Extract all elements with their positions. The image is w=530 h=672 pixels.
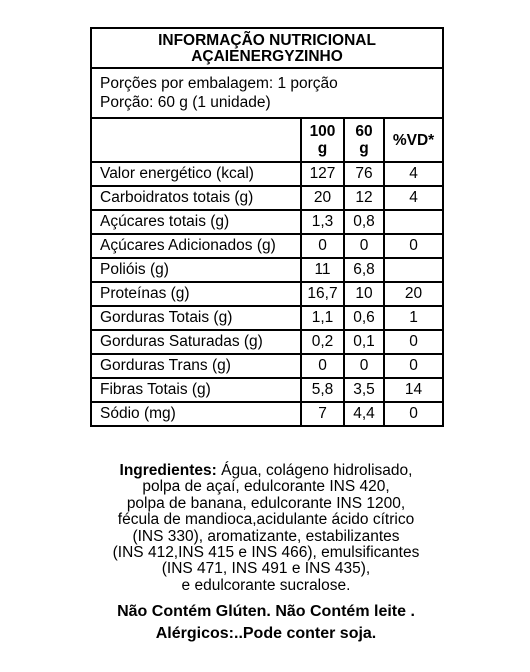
value-per-60g: 12 [344,186,384,210]
value-per-60g: 76 [344,162,384,186]
column-header-60g [344,118,384,162]
ingredients-line: (INS 330), aromatizante, estabilizantes [132,527,400,545]
nutrient-row [91,306,443,330]
nutrient-row [91,354,443,378]
nutrient-name: Açúcares totais (g) [91,210,301,234]
ingredients-block [80,463,452,594]
value-per-100g: 16,7 [301,282,344,306]
value-per-60g: 4,4 [344,402,384,426]
value-per-100g: 127 [301,162,344,186]
value-per-100g: 1,1 [301,306,344,330]
daily-value-percent: 1 [384,306,443,330]
serving-size: Porção: 60 g (1 unidade) [100,94,271,111]
nutrient-row [91,402,443,426]
daily-value-percent: 20 [384,282,443,306]
daily-value-percent: 4 [384,186,443,210]
nutrient-row [91,330,443,354]
value-per-60g: 0 [344,234,384,258]
warnings-block [60,601,472,645]
value-per-100g: 1,3 [301,210,344,234]
ingredients-text-start: Água, colágeno hidrolisado, [216,462,413,479]
value-per-60g: 0 [344,354,384,378]
nutrient-name: Açúcares Adicionados (g) [91,234,301,258]
table-header [91,28,443,68]
value-per-60g: 6,8 [344,258,384,282]
daily-value-percent: 0 [384,234,443,258]
label-title: INFORMAÇÃO NUTRICIONAL [158,32,376,49]
nutrient-row [91,282,443,306]
ingredients-line: (INS 412,INS 415 e INS 466), emulsificantes [112,544,420,562]
value-per-60g: 3,5 [344,378,384,402]
nutrient-name: Proteínas (g) [91,282,301,306]
nutrient-row [91,258,443,282]
daily-value-percent: 0 [384,354,443,378]
nutrient-name: Sódio (mg) [91,402,301,426]
daily-value-percent [384,258,443,282]
ingredients-line: polpa de banana, edulcorante INS 1200, [126,494,406,512]
product-name: AÇAIENERGYZINHO [191,48,343,65]
portion-info [91,68,443,118]
nutrient-name: Carboidratos totais (g) [91,186,301,210]
column-header-100g-amount: 100 [309,123,336,140]
column-header-vd: %VD* [384,118,443,162]
ingredients-line: fécula de mandioca,acidulante ácido cítrico [117,511,415,529]
value-per-100g: 5,8 [301,378,344,402]
ingredients-first-line [80,463,452,479]
nutrition-table [90,27,444,427]
nutrient-name: Gorduras Saturadas (g) [91,330,301,354]
column-header-100g-unit: g [317,140,328,157]
servings-per-package: Porções por embalagem: 1 porção [100,75,338,92]
value-per-100g: 20 [301,186,344,210]
nutrient-name: Valor energético (kcal) [91,162,301,186]
value-per-100g: 11 [301,258,344,282]
nutrient-row [91,186,443,210]
value-per-100g: 7 [301,402,344,426]
column-header-60g-amount: 60 [355,123,373,140]
daily-value-percent [384,210,443,234]
value-per-100g: 0,2 [301,330,344,354]
ingredients-label: Ingredientes: [119,462,217,479]
gluten-lactose-warning: Não Contém Glúten. Não Contém leite . [117,603,415,620]
nutrient-row [91,378,443,402]
nutrient-row [91,210,443,234]
ingredients-line: e edulcorante sucralose. [181,576,351,594]
nutrient-name: Polióis (g) [91,258,301,282]
value-per-60g: 10 [344,282,384,306]
column-header-60g-unit: g [359,140,369,157]
daily-value-percent: 0 [384,402,443,426]
ingredients-line: (INS 471, INS 491 e INS 435), [161,560,371,578]
nutrient-name: Gorduras Trans (g) [91,354,301,378]
nutrition-label [90,27,442,427]
nutrient-name: Gorduras Totais (g) [91,306,301,330]
column-header-blank [91,118,301,162]
value-per-100g: 0 [301,234,344,258]
nutrient-row [91,234,443,258]
daily-value-percent: 14 [384,378,443,402]
column-header-100g [301,118,344,162]
value-per-60g: 0,6 [344,306,384,330]
value-per-100g: 0 [301,354,344,378]
value-per-60g: 0,8 [344,210,384,234]
daily-value-percent: 4 [384,162,443,186]
nutrient-name: Fibras Totais (g) [91,378,301,402]
nutrient-row [91,162,443,186]
daily-value-percent: 0 [384,330,443,354]
ingredients-line: polpa de açaí, edulcorante INS 420, [142,478,390,496]
allergen-warning: Alérgicos:..Pode conter soja. [155,625,377,642]
value-per-60g: 0,1 [344,330,384,354]
